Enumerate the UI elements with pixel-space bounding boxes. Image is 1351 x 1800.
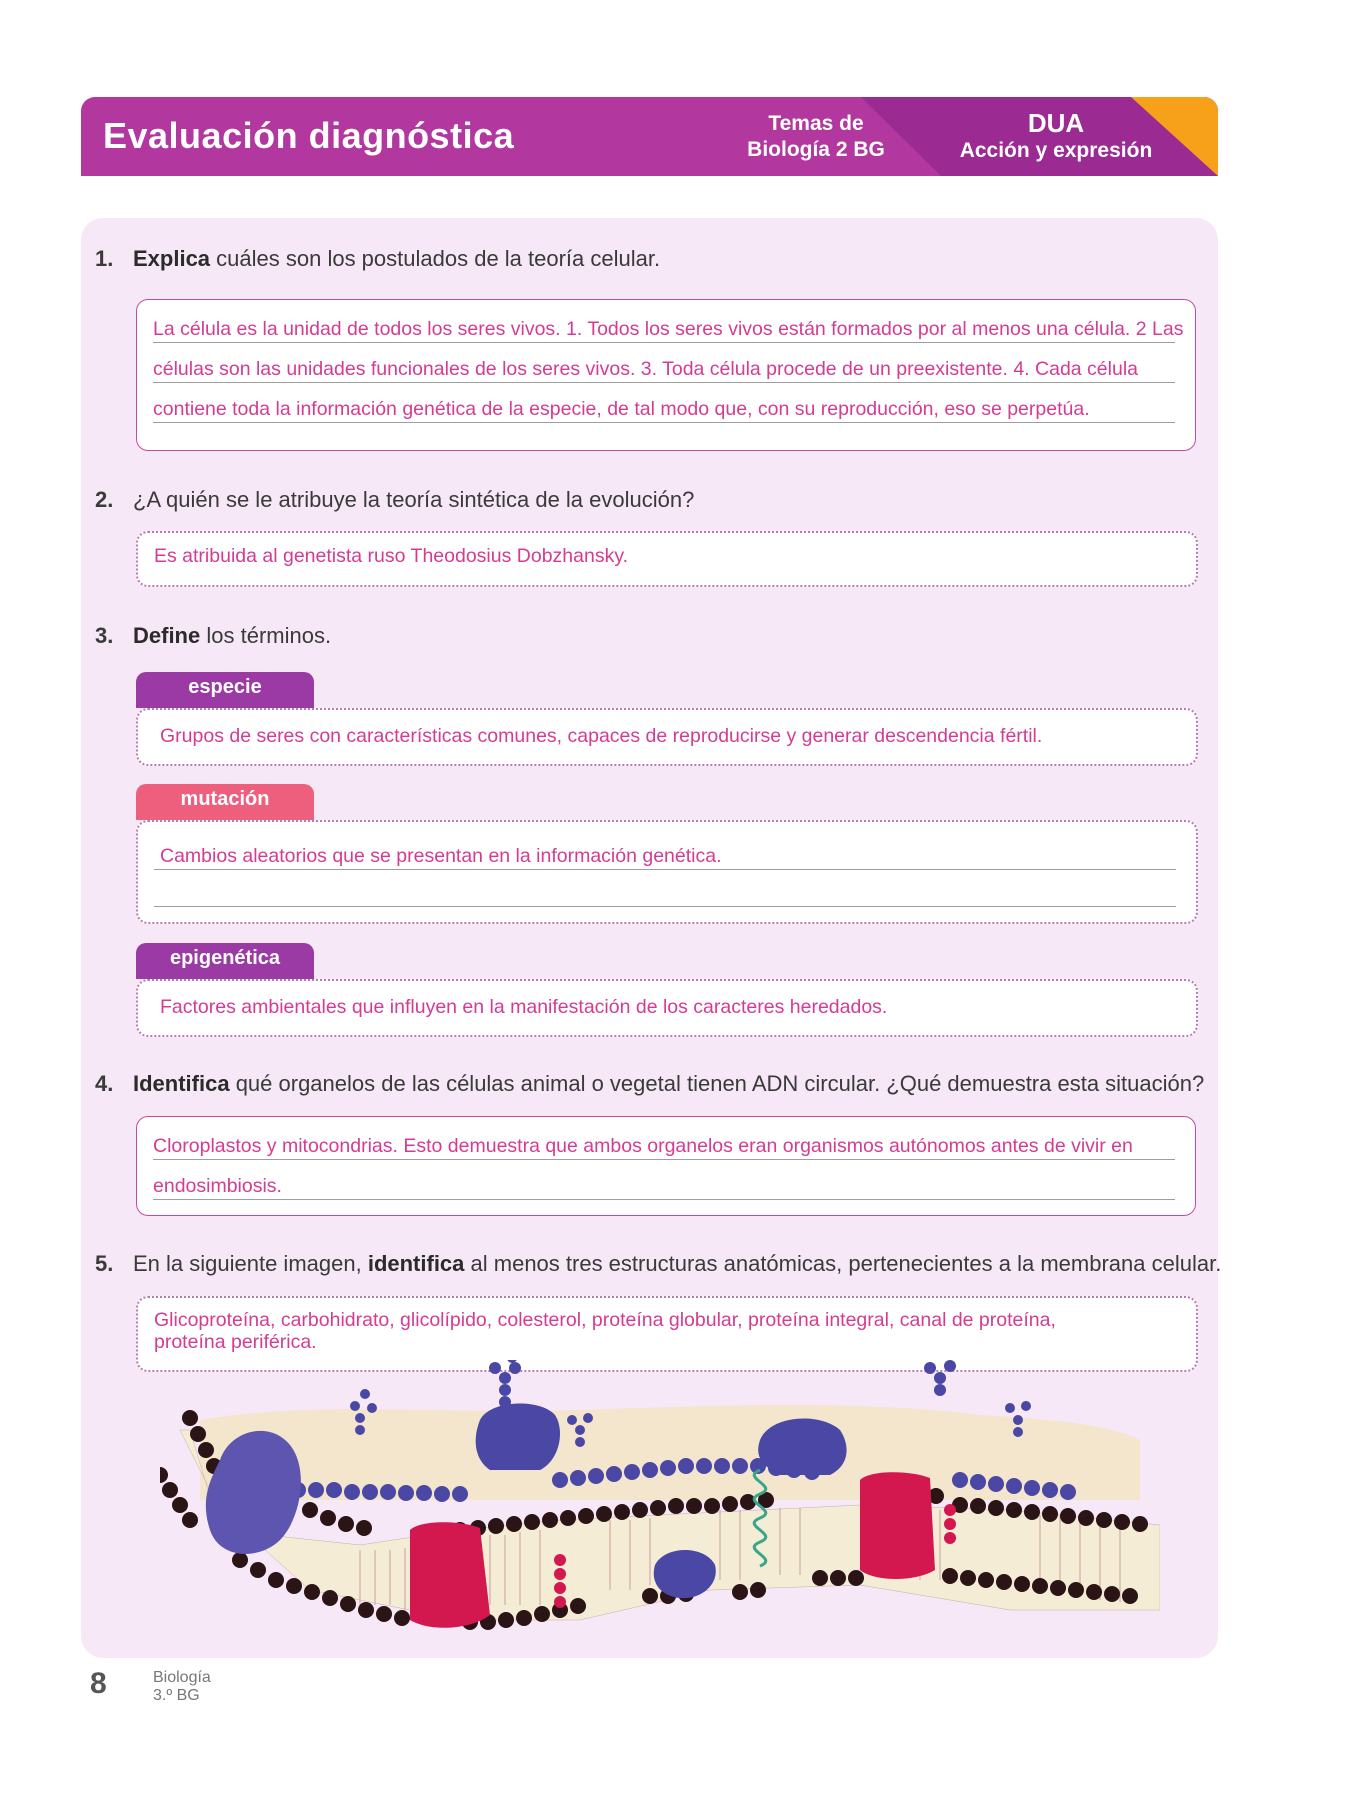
topic-label: [721, 111, 911, 163]
writing-line: [154, 869, 1176, 870]
question-text: qué organelos de las células animal o vegetal tienen ADN circular. ¿Qué demuestra esta situación?: [229, 1071, 1205, 1096]
answer-box-4[interactable]: [136, 1116, 1196, 1216]
header-banner: [81, 97, 1218, 176]
term-tab-epigenetica: epigenética: [136, 943, 314, 979]
question-number: 5.: [95, 1251, 114, 1276]
answer-text: Glicoproteína, carbohidrato, glicolípido, colesterol, proteína globular, proteína integral, canal de proteína, proteína periférica.: [154, 1309, 1056, 1353]
question-text: cuáles son los postulados de la teoría celular.: [210, 246, 661, 271]
question-text-after: al menos tres estructuras anatómicas, pertenecientes a la membrana celular.: [464, 1251, 1222, 1276]
answer-text: Factores ambientales que influyen en la manifestación de los caracteres heredados.: [160, 996, 888, 1018]
question-3: [95, 623, 331, 649]
term-tab-especie: especie: [136, 672, 314, 708]
answer-line-2: células son las unidades funcionales de los seres vivos. 3. Toda célula procede de un preexistente. 4. Cada célula: [153, 358, 1139, 380]
writing-line: [153, 422, 1175, 423]
answer-line-1: La célula es la unidad de todos los seres vivos. 1. Todos los seres vivos están formados por al menos una célula. 2 Las: [153, 318, 1184, 340]
page-number: 8: [90, 1667, 107, 1700]
question-verb: identifica: [367, 1251, 465, 1276]
answer-text: Grupos de seres con características comunes, capaces de reproducirse y generar descendencia fértil.: [160, 725, 1043, 747]
writing-line: [154, 906, 1176, 907]
answer-line-1: Cloroplastos y mitocondrias. Esto demuestra que ambos organelos eran organismos autónomos antes de vivir en: [153, 1135, 1133, 1157]
dua-title: DUA: [1027, 108, 1085, 138]
question-5: [95, 1251, 1221, 1277]
writing-line: [153, 1199, 1175, 1200]
answer-line-2: endosimbiosis.: [153, 1175, 282, 1197]
answer-text: Cambios aleatorios que se presentan en la información genética.: [160, 845, 722, 867]
question-text: ¿A quién se le atribuye la teoría sintética de la evolución?: [133, 487, 695, 512]
channel-protein: [860, 1472, 935, 1579]
answer-line-3: contiene toda la información genética de la especie, de tal modo que, con su reproducción, eso se perpetúa.: [153, 398, 1090, 420]
answer-box-epigenetica[interactable]: [136, 979, 1198, 1037]
question-text-before: En la siguiente imagen,: [133, 1251, 368, 1276]
topic-line-2: Biología 2 BG: [747, 138, 885, 161]
answer-box-mutacion[interactable]: [136, 820, 1198, 924]
dua-label: [941, 109, 1171, 165]
grade-level: 3.º BG: [153, 1687, 200, 1704]
subject-name: Biología: [153, 1669, 211, 1686]
term-tab-mutacion: mutación: [136, 784, 314, 820]
writing-line: [153, 382, 1175, 383]
question-verb: Identifica: [133, 1071, 230, 1096]
answer-box-1[interactable]: [136, 299, 1196, 451]
carrier-protein: [476, 1404, 560, 1470]
writing-line: [153, 1159, 1175, 1160]
question-1: [95, 246, 660, 272]
answer-text: Es atribuida al genetista ruso Theodosius Dobzhansky.: [154, 545, 629, 567]
footer-subject: [153, 1669, 211, 1705]
answer-box-2[interactable]: [136, 531, 1198, 587]
page-title: Evaluación diagnóstica: [103, 115, 515, 156]
question-verb: Define: [133, 623, 201, 648]
cell-membrane-illustration: [160, 1360, 1160, 1650]
answer-box-especie[interactable]: [136, 708, 1198, 766]
dua-subtitle: Acción y expresión: [959, 139, 1153, 162]
question-text: los términos.: [200, 623, 332, 648]
question-verb: Explica: [133, 246, 211, 271]
integral-protein: [410, 1522, 490, 1628]
topic-line-1: Temas de: [768, 112, 864, 135]
question-number: 4.: [95, 1071, 114, 1096]
question-4: [95, 1071, 1204, 1097]
question-number: 2.: [95, 487, 114, 512]
question-number: 1.: [95, 246, 114, 271]
question-2: [95, 487, 694, 513]
question-number: 3.: [95, 623, 114, 648]
writing-line: [153, 342, 1175, 343]
upper-protein: [758, 1419, 846, 1475]
